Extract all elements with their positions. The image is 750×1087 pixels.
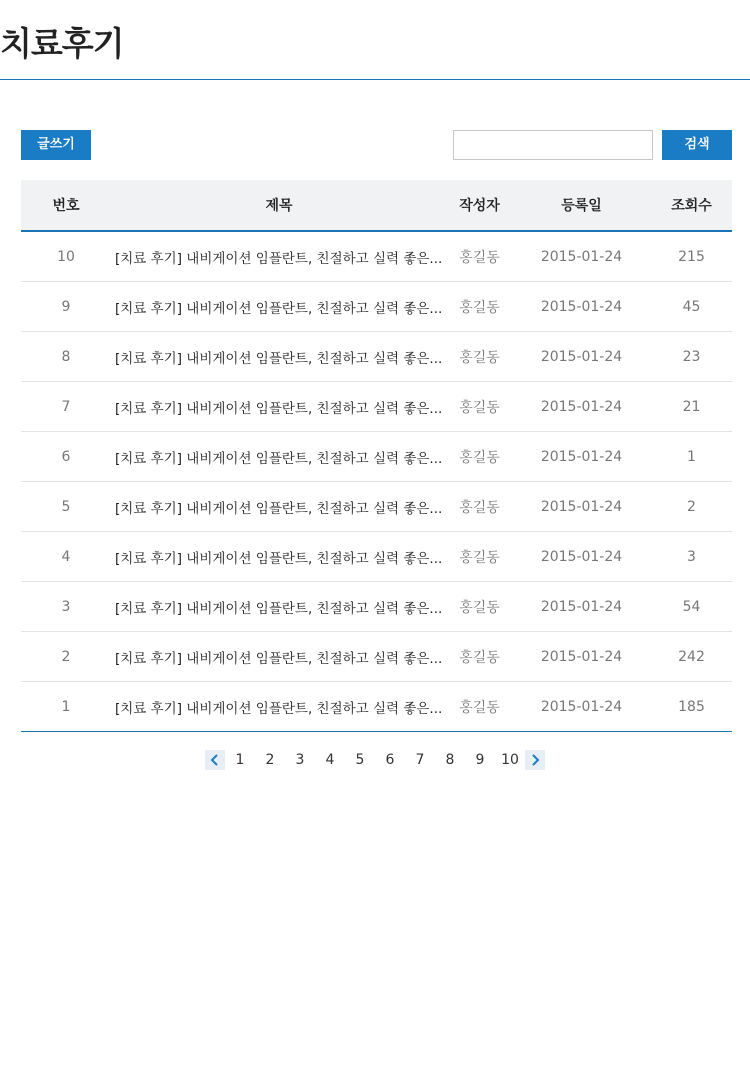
row-views: 21 bbox=[651, 382, 732, 432]
table-body bbox=[21, 231, 732, 732]
row-author: 홍길동 bbox=[447, 332, 512, 382]
page-number-2[interactable]: 2 bbox=[265, 752, 275, 768]
row-number: 1 bbox=[61, 698, 71, 715]
table-row[interactable] bbox=[21, 582, 732, 632]
prev-page-button[interactable] bbox=[205, 750, 225, 770]
table-row[interactable] bbox=[21, 231, 732, 282]
table-row[interactable] bbox=[21, 332, 732, 382]
table-row[interactable] bbox=[21, 682, 732, 732]
chevron-right-icon bbox=[530, 753, 540, 767]
row-author: 홍길동 bbox=[447, 282, 512, 332]
row-title[interactable] bbox=[111, 432, 447, 482]
next-page-button[interactable] bbox=[525, 750, 545, 770]
row-views: 45 bbox=[651, 282, 732, 332]
table-row[interactable] bbox=[21, 482, 732, 532]
row-author: 홍길동 bbox=[447, 582, 512, 632]
row-number: 7 bbox=[21, 382, 111, 432]
row-date: 2015-01-24 bbox=[512, 231, 651, 282]
row-author: 홍길동 bbox=[447, 432, 512, 482]
table-row[interactable] bbox=[21, 532, 732, 582]
row-author: 홍길동 bbox=[447, 482, 512, 532]
row-title[interactable] bbox=[111, 482, 447, 532]
row-number: 6 bbox=[21, 432, 111, 482]
row-views: 3 bbox=[651, 532, 732, 582]
row-title[interactable] bbox=[111, 332, 447, 382]
row-views: 54 bbox=[651, 582, 732, 632]
header-no: 번호 bbox=[21, 180, 111, 231]
row-date: 2015-01-24 bbox=[512, 482, 651, 532]
row-title-link[interactable]: [치료 후기] 내비게이션 임플란트, 친절하고 실력 좋은... bbox=[115, 550, 443, 567]
row-title-link[interactable]: [치료 후기] 내비게이션 임플란트, 친절하고 실력 좋은... bbox=[115, 400, 443, 417]
page-number-4[interactable]: 4 bbox=[325, 752, 335, 768]
row-title-link[interactable]: [치료 후기] 내비게이션 임플란트, 친절하고 실력 좋은... bbox=[115, 600, 443, 617]
row-title-link[interactable]: [치료 후기] 내비게이션 임플란트, 친절하고 실력 좋은... bbox=[115, 350, 443, 367]
page-number-7[interactable]: 7 bbox=[415, 752, 425, 768]
row-number: 10 bbox=[21, 231, 111, 282]
table-row[interactable] bbox=[21, 632, 732, 682]
row-author: 홍길동 bbox=[447, 231, 512, 282]
row-title-link[interactable]: [치료 후기] 내비게이션 임플란트, 친절하고 실력 좋은... bbox=[115, 300, 443, 317]
row-title[interactable] bbox=[111, 632, 447, 682]
row-title-link[interactable]: [치료 후기] 내비게이션 임플란트, 친절하고 실력 좋은... bbox=[115, 500, 443, 517]
row-date: 2015-01-24 bbox=[512, 632, 651, 682]
row-author: 홍길동 bbox=[447, 382, 512, 432]
search-button[interactable]: 검색 bbox=[662, 130, 732, 160]
table-header-row bbox=[21, 180, 732, 231]
row-author: 홍길동 bbox=[447, 632, 512, 682]
header-views: 조회수 bbox=[651, 180, 732, 231]
row-date: 2015-01-24 bbox=[512, 582, 651, 632]
row-date: 2015-01-24 bbox=[512, 282, 651, 332]
row-number: 9 bbox=[21, 282, 111, 332]
page-number-9[interactable]: 9 bbox=[475, 752, 485, 768]
row-title-link[interactable]: [치료 후기] 내비게이션 임플란트, 친절하고 실력 좋은... bbox=[115, 700, 443, 717]
table-header bbox=[21, 180, 732, 231]
row-title[interactable] bbox=[111, 532, 447, 582]
row-number: 2 bbox=[21, 632, 111, 682]
row-views: 215 bbox=[651, 231, 732, 282]
row-date: 2015-01-24 bbox=[540, 698, 623, 715]
row-views: 23 bbox=[651, 332, 732, 382]
row-author: 홍길동 bbox=[459, 699, 500, 716]
page-list bbox=[225, 750, 525, 770]
row-number: 4 bbox=[21, 532, 111, 582]
row-date: 2015-01-24 bbox=[512, 382, 651, 432]
row-views: 242 bbox=[651, 632, 732, 682]
row-number: 5 bbox=[21, 482, 111, 532]
table-row[interactable] bbox=[21, 282, 732, 332]
row-date: 2015-01-24 bbox=[512, 332, 651, 382]
row-views: 1 bbox=[651, 432, 732, 482]
row-title[interactable] bbox=[111, 682, 447, 732]
page-number-8[interactable]: 8 bbox=[445, 752, 455, 768]
pagination bbox=[0, 750, 750, 770]
page-title: 치료후기 bbox=[0, 24, 124, 63]
row-views: 185 bbox=[678, 698, 705, 715]
row-title[interactable] bbox=[111, 282, 447, 332]
table-row[interactable] bbox=[21, 382, 732, 432]
row-title-link[interactable]: [치료 후기] 내비게이션 임플란트, 친절하고 실력 좋은... bbox=[115, 450, 443, 467]
page-number-1[interactable]: 1 bbox=[235, 752, 245, 768]
board-table bbox=[21, 180, 732, 732]
header-author: 작성자 bbox=[447, 180, 512, 231]
row-date: 2015-01-24 bbox=[512, 532, 651, 582]
header-title: 제목 bbox=[111, 180, 447, 231]
row-date: 2015-01-24 bbox=[512, 432, 651, 482]
row-title[interactable] bbox=[111, 582, 447, 632]
page-number-6[interactable]: 6 bbox=[385, 752, 395, 768]
row-title-link[interactable]: [치료 후기] 내비게이션 임플란트, 친절하고 실력 좋은... bbox=[115, 250, 443, 267]
table-row[interactable] bbox=[21, 432, 732, 482]
search-input[interactable] bbox=[453, 130, 653, 160]
write-button[interactable]: 글쓰기 bbox=[21, 130, 91, 160]
row-author: 홍길동 bbox=[447, 532, 512, 582]
row-title-link[interactable]: [치료 후기] 내비게이션 임플란트, 친절하고 실력 좋은... bbox=[115, 650, 443, 667]
row-title[interactable] bbox=[111, 231, 447, 282]
row-number: 3 bbox=[21, 582, 111, 632]
page-number-10[interactable]: 10 bbox=[501, 752, 519, 768]
page-header bbox=[0, 0, 750, 80]
page-number-3[interactable]: 3 bbox=[295, 752, 305, 768]
row-title[interactable] bbox=[111, 382, 447, 432]
header-date: 등록일 bbox=[512, 180, 651, 231]
page-number-5[interactable]: 5 bbox=[355, 752, 365, 768]
row-views: 2 bbox=[651, 482, 732, 532]
row-number: 8 bbox=[21, 332, 111, 382]
chevron-left-icon bbox=[210, 753, 220, 767]
